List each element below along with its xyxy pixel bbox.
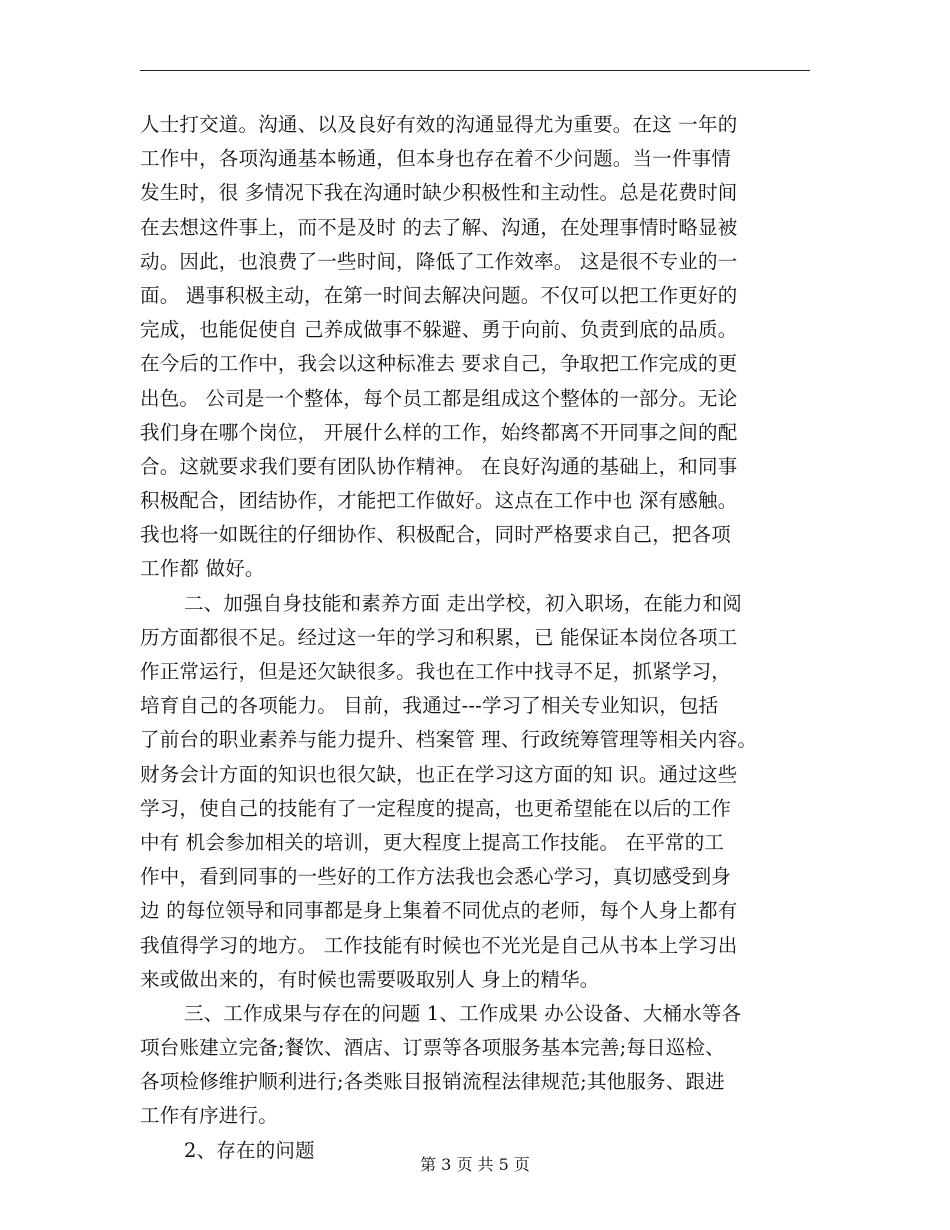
text-line: 发生时，很 多情况下我在沟通时缺少积极性和主动性。总是花费时间 xyxy=(140,181,738,205)
text-line: 在去想这件事上，而不是及时 的去了解、沟通，在处理事情时略显被 xyxy=(140,215,738,239)
text-line: 在今后的工作中，我会以这种标准去 要求自己，争取把工作完成的更 xyxy=(140,352,738,376)
text-line: 二、加强自身技能和素养方面 走出学校，初入职场，在能力和阅 xyxy=(184,591,742,615)
text-line: 作正常运行，但是还欠缺很多。我也在工作中找寻不足，抓紧学习， xyxy=(140,660,732,683)
text-line: 培育自己的各项能力。 目前，我通过---学习了相关专业知识，包括 xyxy=(140,694,719,718)
header-rule xyxy=(140,70,810,71)
text-line: 边 的每位领导和同事都是身上集着不同优点的老师，每个人身上都有 xyxy=(140,899,738,923)
text-line: 项台账建立完备;餐饮、酒店、订票等各项服务基本完善;每日巡检、 xyxy=(140,1036,725,1060)
text-line: 2、存在的问题 xyxy=(184,1138,315,1162)
text-line: 面。 遇事积极主动，在第一时间去解决问题。不仅可以把工作更好的 xyxy=(140,283,738,307)
text-line: 工作中，各项沟通基本畅通，但本身也存在着不少问题。当一件事情 xyxy=(140,147,732,171)
text-line: 完成，也能促使自 己养成做事不躲避、勇于向前、负责到底的品质。 xyxy=(140,318,738,342)
text-line: 我值得学习的地方。 工作技能有时候也不光光是自己从书本上学习出 xyxy=(140,933,738,957)
text-line: 工作有序进行。 xyxy=(140,1104,278,1128)
text-line: 历方面都很不足。经过这一年的学习和积累，已 能保证本岗位各项工 xyxy=(140,625,738,649)
text-line: 作中，看到同事的一些好的工作方法我也会悉心学习，真切感受到身 xyxy=(140,865,732,889)
text-line: 中有 机会参加相关的培训，更大程度上提高工作技能。 在平常的工 xyxy=(140,830,725,854)
text-line: 我也将一如既往的仔细协作、积极配合，同时严格要求自己，把各项 xyxy=(140,523,732,547)
text-line: 合。这就要求我们要有团队协作精神。 在良好沟通的基础上，和同事 xyxy=(140,454,738,478)
text-line: 出色。 公司是一个整体，每个员工都是组成这个整体的一部分。无论 xyxy=(140,386,738,410)
text-line: 动。因此，也浪费了一些时间，降低了工作效率。 这是很不专业的一 xyxy=(140,249,738,273)
text-line: 来或做出来的，有时候也需要吸取别人 身上的精华。 xyxy=(140,967,600,991)
text-line: 财务会计方面的知识也很欠缺，也正在学习这方面的知 识。通过这些 xyxy=(140,762,738,786)
document-body xyxy=(140,108,830,1168)
text-line: 工作都 做好。 xyxy=(140,557,265,581)
text-line: 我们身在哪个岗位， 开展什么样的工作，始终都离不开同事之间的配 xyxy=(140,420,738,444)
text-line: 学习，使自己的技能有了一定程度的提高，也更希望能在以后的工作 xyxy=(140,796,732,820)
text-line: 积极配合，团结协作，才能把工作做好。这点在工作中也 深有感触。 xyxy=(140,489,738,513)
page-number-footer: 第 3 页 共 5 页 xyxy=(420,1155,530,1174)
text-line: 了前台的职业素养与能力提升、档案管 理、行政统筹管理等相关内容。 xyxy=(140,728,758,752)
text-line: 三、工作成果与存在的问题 1、工作成果 办公设备、大桶水等各 xyxy=(184,1001,742,1025)
text-line: 人士打交道。沟通、以及良好有效的沟通显得尤为重要。在这 一年的 xyxy=(140,113,738,136)
text-line: 各项检修维护顺利进行;各类账目报销流程法律规范;其他服务、跟进 xyxy=(140,1070,725,1094)
